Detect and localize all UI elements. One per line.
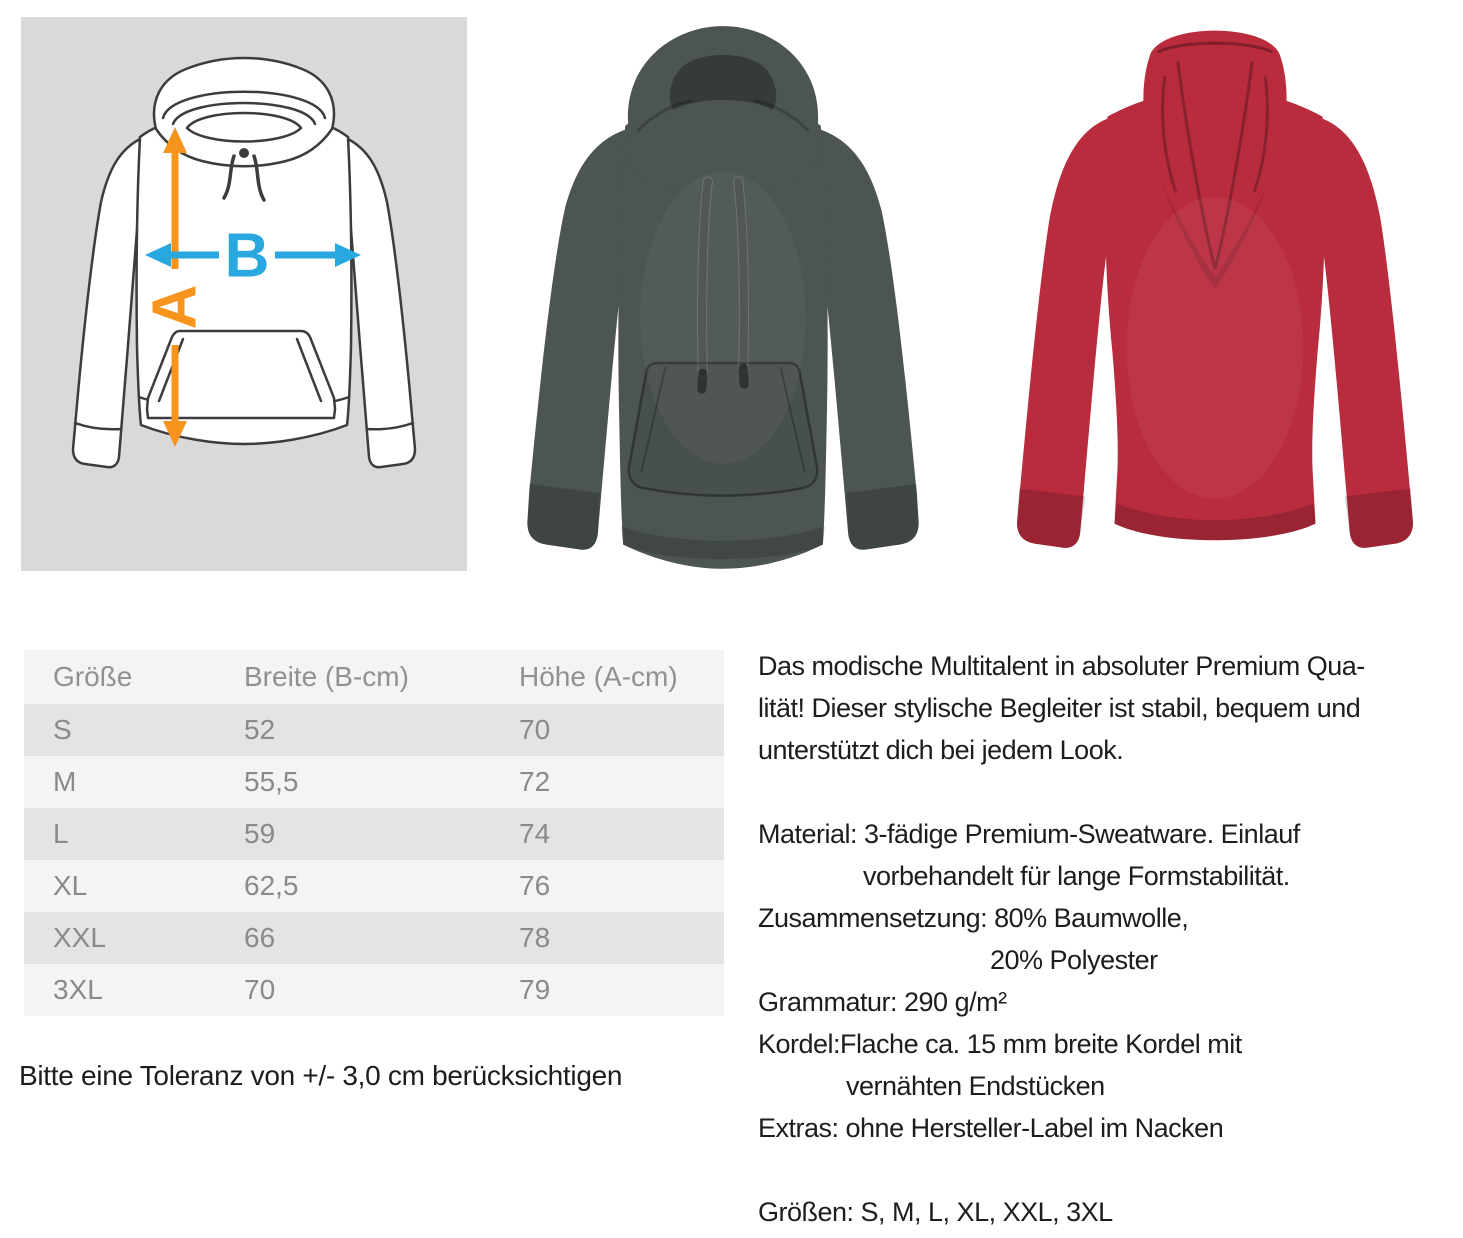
breite-value: 70 — [244, 974, 276, 1005]
hoodie-back-illustration — [975, 6, 1455, 591]
hoehe-value: 70 — [519, 714, 551, 745]
breite-value: 59 — [244, 818, 276, 849]
size-row-xl — [24, 860, 724, 912]
size-label: M — [53, 766, 77, 797]
size-label: L — [53, 818, 69, 849]
size-label: XL — [53, 870, 88, 901]
size-label: 3XL — [53, 974, 103, 1005]
size-row-3xl — [24, 964, 724, 1016]
size-table-header — [24, 650, 724, 704]
size-row-m — [24, 756, 724, 808]
tolerance-note: Bitte eine Toleranz von +/- 3,0 cm berücksichtigen — [19, 1060, 623, 1091]
hoehe-value: 76 — [519, 870, 551, 901]
breite-value: 55,5 — [244, 766, 299, 797]
hoehe-value: 79 — [519, 974, 551, 1005]
description-blank-line — [758, 771, 1460, 813]
description-line-extras: Extras: ohne Hersteller-Label im Nacken — [758, 1113, 1224, 1143]
size-row-xxl — [24, 912, 724, 964]
hoodie-back-photo — [975, 6, 1455, 591]
breite-value: 66 — [244, 922, 276, 953]
hoodie-back-shape — [1017, 31, 1413, 548]
description-line-groessen: Größen: S, M, L, XL, XXL, 3XL — [758, 1197, 1113, 1227]
breite-value: 62,5 — [244, 870, 299, 901]
description-line: unterstützt dich bei jedem Look. — [758, 735, 1124, 765]
hoodie-front-shape — [527, 26, 918, 569]
column-header-hoehe: Höhe (A-cm) — [519, 661, 678, 692]
size-label: XXL — [53, 922, 106, 953]
description-line: vorbehandelt für lange Formstabilität. — [863, 861, 1290, 891]
description-line: vernähten Endstücken — [846, 1071, 1105, 1101]
product-description — [758, 645, 1460, 1233]
height-label: A — [140, 284, 210, 330]
hoehe-value: 78 — [519, 922, 551, 953]
description-line: Das modische Multitalent in absoluter Premium Qua- — [758, 651, 1365, 681]
description-line: 20% Polyester — [990, 945, 1158, 975]
hoehe-value: 74 — [519, 818, 551, 849]
hoodie-front-illustration — [483, 10, 963, 595]
size-table — [24, 650, 724, 1016]
size-diagram-panel — [21, 17, 467, 571]
hoodie-front-photo — [483, 10, 963, 595]
description-blank-line — [758, 1149, 1460, 1191]
size-row-s — [24, 704, 724, 756]
width-label: B — [224, 221, 270, 291]
description-line-kordel: Kordel:Flache ca. 15 mm breite Kordel mit — [758, 1029, 1242, 1059]
size-diagram-illustration — [21, 17, 467, 571]
size-row-l — [24, 808, 724, 860]
column-header-groesse: Größe — [53, 661, 133, 692]
hoehe-value: 72 — [519, 766, 551, 797]
description-line-material: Material: 3-fädige Premium-Sweatware. Einlauf — [758, 819, 1300, 849]
description-line: lität! Dieser stylische Begleiter ist stabil, bequem und — [758, 693, 1361, 723]
size-label: S — [53, 714, 72, 745]
description-line-zusammensetzung: Zusammensetzung: 80% Baumwolle, — [758, 903, 1189, 933]
description-line-grammatur: Grammatur: 290 g/m² — [758, 987, 1007, 1017]
column-header-breite: Breite (B-cm) — [244, 661, 409, 692]
breite-value: 52 — [244, 714, 276, 745]
